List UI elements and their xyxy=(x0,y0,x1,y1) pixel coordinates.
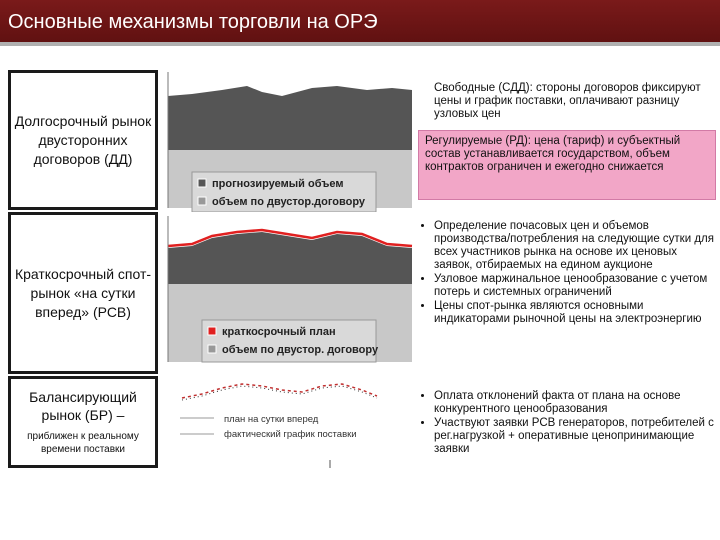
spot-bullet-1: • Определение почасовых цен и объемов производства/потребления на следующие сутки для всех участников рынка на основе их ценовых заявок, отбираемых на едином аукционе xyxy=(434,220,715,272)
row3-bullets xyxy=(420,390,715,457)
label-balancing-sub: приближен к реальному времени поставки xyxy=(27,431,139,455)
chart-balancing xyxy=(162,376,420,468)
regulated-contracts-text: Регулируемые (РД): цена (тариф) и субъектный состав устанавливается государством, объем контрактов ограничен и ежегодно снижается xyxy=(425,135,681,173)
row1-highlight-box xyxy=(418,130,716,200)
legend-bilateral: объем по двустор.договору xyxy=(212,196,366,208)
spot-bullet-2: • Узловое маржинальное ценообразование с учетом потерь и системных ограничений xyxy=(434,273,715,299)
label-spot: Краткосрочный спот-рынок «на сутки вперед» (РСВ) xyxy=(14,265,152,320)
balancing-bullet-1: • Оплата отклонений факта от плана на основе конкурентного ценообразования xyxy=(434,390,715,416)
row2-bullets xyxy=(420,220,715,327)
row1-plain-text xyxy=(420,82,715,121)
chart-long-term xyxy=(162,68,420,216)
label-box-spot xyxy=(8,212,158,374)
legend-day-ahead-plan: план на сутки вперед xyxy=(224,414,319,425)
title-bar xyxy=(0,0,720,46)
balancing-bullet-2: • Участвуют заявки РСВ генераторов, потребителей с рег.нагрузкой + оперативные ценопринимающие заявки xyxy=(434,417,715,456)
label-balancing: Балансирующий рынок (БР) – xyxy=(29,389,137,423)
legend-swatch-red xyxy=(208,327,216,335)
legend-swatch-dark xyxy=(198,179,206,187)
free-contracts-text: Свободные (СДД): стороны договоров фиксируют цены и график поставки, оплачивают разницу узловых цен xyxy=(434,82,701,120)
page-title: Основные механизмы торговли на ОРЭ xyxy=(8,11,378,33)
legend-bilateral-2: объем по двустор. договору xyxy=(222,344,379,356)
legend-swatch-light xyxy=(208,345,216,353)
legend-forecast: прогнозируемый объем xyxy=(212,178,344,190)
legend-swatch-light xyxy=(198,197,206,205)
label-box-balancing xyxy=(8,376,158,468)
spot-bullet-3: • Цены спот-рынка являются основными индикаторами рыночной цены на электроэнергию xyxy=(434,300,715,326)
label-box-long-term xyxy=(8,70,158,210)
title-divider xyxy=(0,42,720,46)
legend-short-term-plan: краткосрочный план xyxy=(222,326,336,338)
label-long-term: Долгосрочный рынок двусторонних договоров (ДД) xyxy=(14,112,152,167)
legend-actual-schedule: фактический график поставки xyxy=(224,429,357,440)
chart-spot xyxy=(162,212,420,374)
